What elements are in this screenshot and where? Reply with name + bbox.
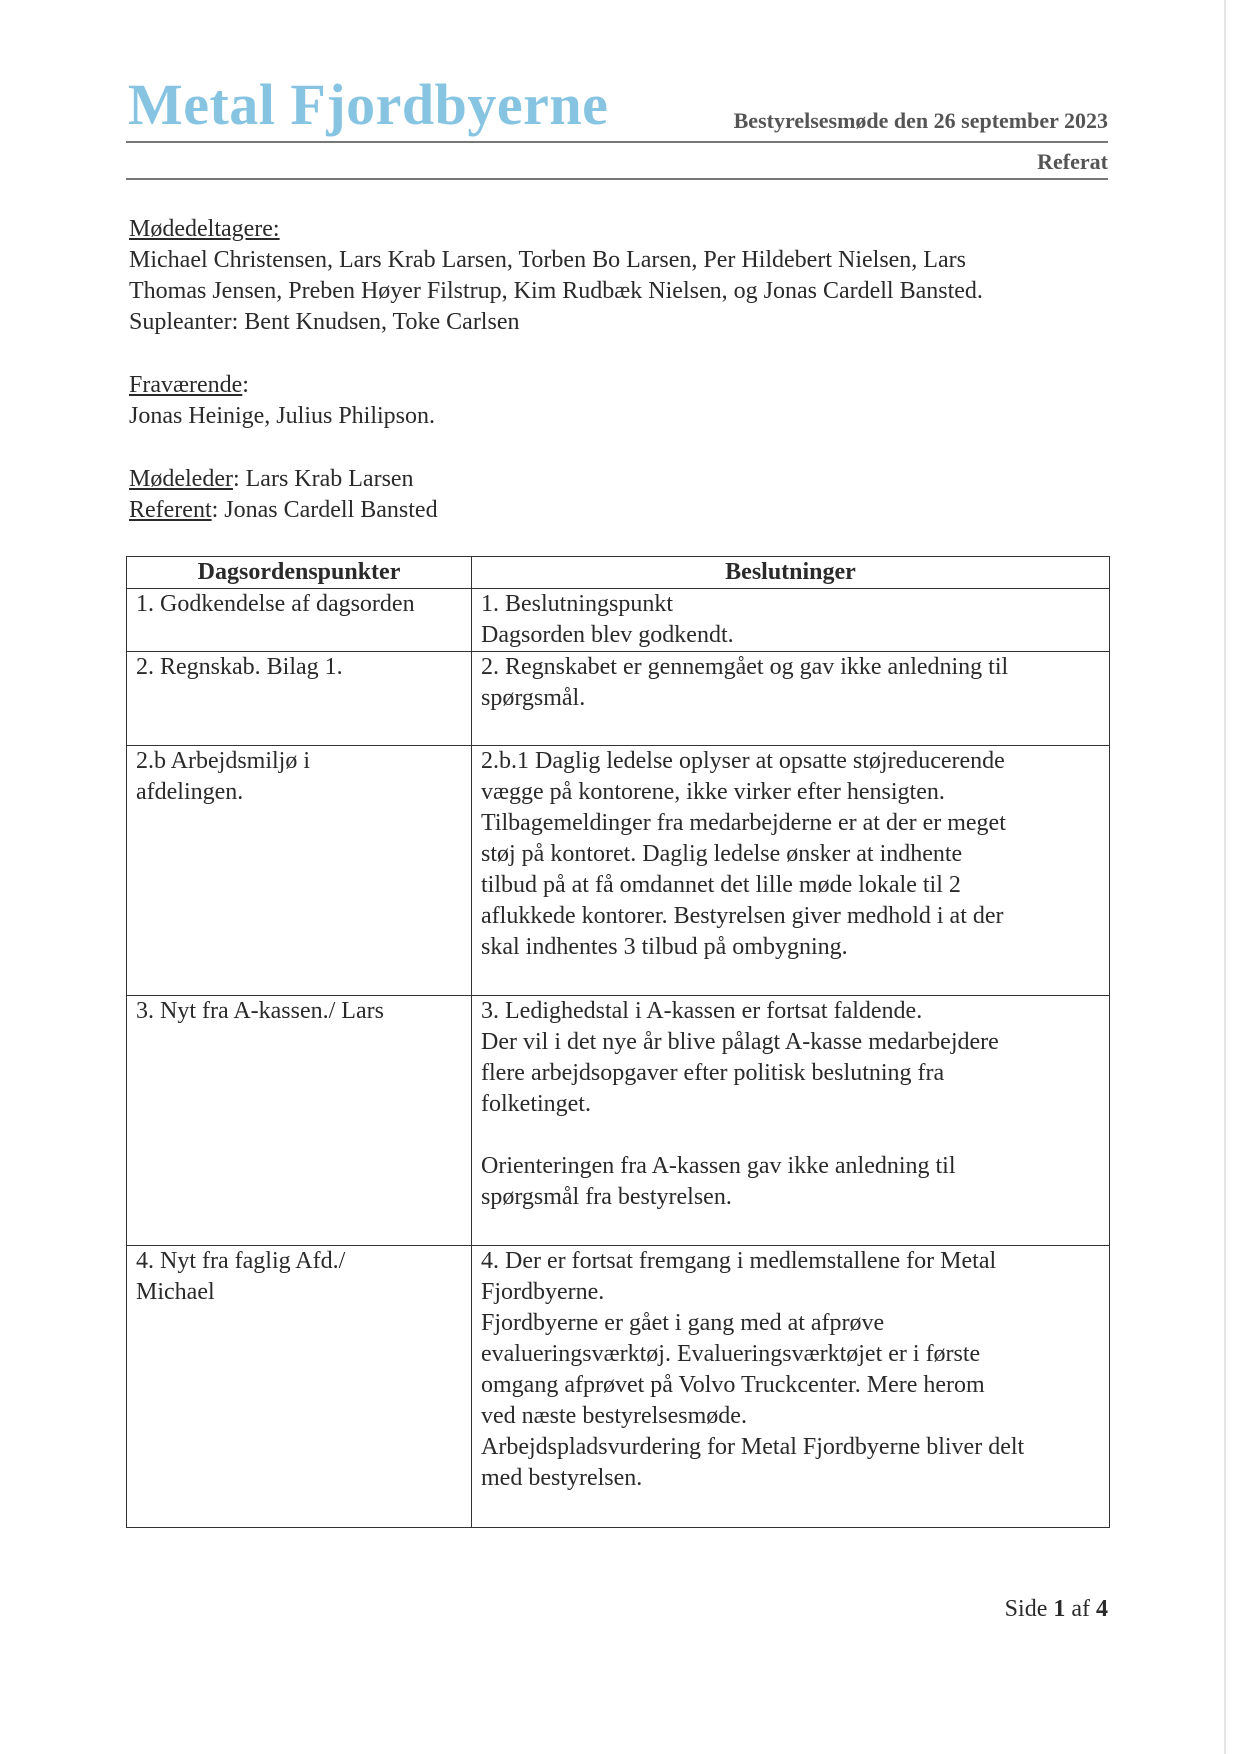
agenda-item-cell [127, 1246, 472, 1528]
decision-text: 2. Regnskabet er gennemgået og gav ikke anledning til [481, 654, 1009, 680]
decision-text: evalueringsværktøj. Evalueringsværktøjet er i første [481, 1341, 981, 1367]
agenda-header-items: Dagsordenspunkter [127, 557, 472, 589]
participants-label: Mødedeltagere: [129, 216, 280, 242]
decision-text: med bestyrelsen. [481, 1465, 643, 1491]
decision-text: Dagsorden blev godkendt. [481, 622, 734, 648]
agenda-item-text: 2.b Arbejdsmiljø i [136, 748, 310, 774]
decision-text: aflukkede kontorer. Bestyrelsen giver medhold i at der [481, 903, 1004, 929]
agenda-header-row [127, 557, 1110, 589]
page-prefix: Side [1004, 1596, 1054, 1622]
decision-text: Fjordbyerne. [481, 1279, 605, 1305]
secretary-name: : Jonas Cardell Bansted [211, 497, 438, 523]
header-rule-bottom [126, 178, 1108, 180]
decision-text: flere arbejdsopgaver efter politisk beslutning fra [481, 1060, 945, 1086]
header-rule-top [126, 141, 1108, 143]
decision-text: 2.b.1 Daglig ledelse oplyser at opsatte støjreducerende [481, 748, 1005, 774]
agenda-item-text: 3. Nyt fra A-kassen./ Lars [136, 998, 384, 1024]
decision-text: vægge på kontorene, ikke virker efter hensigten. [481, 779, 945, 805]
total-pages: 4 [1096, 1596, 1108, 1622]
agenda-item-text: 2. Regnskab. Bilag 1. [136, 654, 343, 680]
absent-section [129, 370, 1089, 432]
agenda-item-cell [127, 589, 472, 652]
chair-name: : Lars Krab Larsen [232, 466, 414, 492]
decision-cell [472, 589, 1110, 652]
decision-text: Tilbagemeldinger fra medarbejderne er at der er meget [481, 810, 1006, 836]
decision-cell [472, 746, 1110, 996]
decision-text: Arbejdspladsvurdering for Metal Fjordbyerne bliver delt [481, 1434, 1025, 1460]
page-edge-shadow [1224, 0, 1226, 1754]
page-number [1005, 1596, 1108, 1623]
decision-text: spørgsmål. [481, 685, 586, 711]
decision-cell [472, 996, 1110, 1246]
decision-cell [472, 652, 1110, 746]
decision-text: omgang afprøvet på Volvo Truckcenter. Mere herom [481, 1372, 985, 1398]
substitutes-line: Supleanter: Bent Knudsen, Toke Carlsen [129, 309, 520, 335]
participants-line: Michael Christensen, Lars Krab Larsen, Torben Bo Larsen, Per Hildebert Nielsen, Lars [129, 247, 966, 273]
decision-text: 3. Ledighedstal i A-kassen er fortsat faldende. [481, 998, 923, 1024]
absent-names: Jonas Heinige, Julius Philipson. [129, 403, 436, 429]
decision-cell [472, 1246, 1110, 1528]
decision-text: folketinget. [481, 1091, 591, 1117]
agenda-item-text: 4. Nyt fra faglig Afd./ [136, 1248, 346, 1274]
decision-text: spørgsmål fra bestyrelsen. [481, 1184, 732, 1210]
agenda-header-decisions: Beslutninger [472, 557, 1110, 589]
agenda-item-text: 1. Godkendelse af dagsorden [136, 591, 415, 617]
decision-text: 1. Beslutningspunkt [481, 591, 674, 617]
paragraph-gap [481, 1120, 1100, 1151]
agenda-item-text: afdelingen. [136, 779, 244, 805]
decision-text: 4. Der er fortsat fremgang i medlemstallene for Metal [481, 1248, 997, 1274]
agenda-item-cell [127, 996, 472, 1246]
participants-line: Thomas Jensen, Preben Høyer Filstrup, Kim Rudbæk Nielsen, og Jonas Cardell Bansted. [129, 278, 983, 304]
absent-label: Fraværende [129, 372, 243, 398]
current-page: 1 [1053, 1596, 1066, 1622]
document-type: Referat [1037, 149, 1108, 174]
decision-text: tilbud på at få omdannet det lille møde lokale til 2 [481, 872, 961, 898]
decision-text: støj på kontoret. Daglig ledelse ønsker at indhente [481, 841, 963, 867]
absent-label-colon: : [242, 372, 249, 398]
decision-text: Fjordbyerne er gået i gang med at afprøve [481, 1310, 885, 1336]
page-of: af [1065, 1596, 1096, 1622]
agenda-item-text: Michael [136, 1279, 215, 1305]
chair-label: Mødeleder [129, 466, 233, 492]
decision-text: skal indhentes 3 tilbud på ombygning. [481, 934, 848, 960]
agenda-table [126, 556, 1110, 1528]
agenda-item-cell [127, 652, 472, 746]
decision-text: ved næste bestyrelsesmøde. [481, 1403, 747, 1429]
table-row [127, 652, 1110, 746]
roles-section [129, 464, 1089, 526]
table-row [127, 996, 1110, 1246]
table-row [127, 589, 1110, 652]
meeting-title: Bestyrelsesmøde den 26 september 2023 [733, 108, 1108, 133]
secretary-label: Referent [129, 497, 212, 523]
decision-text: Orienteringen fra A-kassen gav ikke anledning til [481, 1153, 956, 1179]
table-row [127, 746, 1110, 996]
organization-logo-title: Metal Fjordbyerne [128, 72, 609, 137]
decision-text: Der vil i det nye år blive pålagt A-kasse medarbejdere [481, 1029, 999, 1055]
participants-section [129, 214, 1089, 338]
agenda-item-cell [127, 746, 472, 996]
table-row [127, 1246, 1110, 1528]
